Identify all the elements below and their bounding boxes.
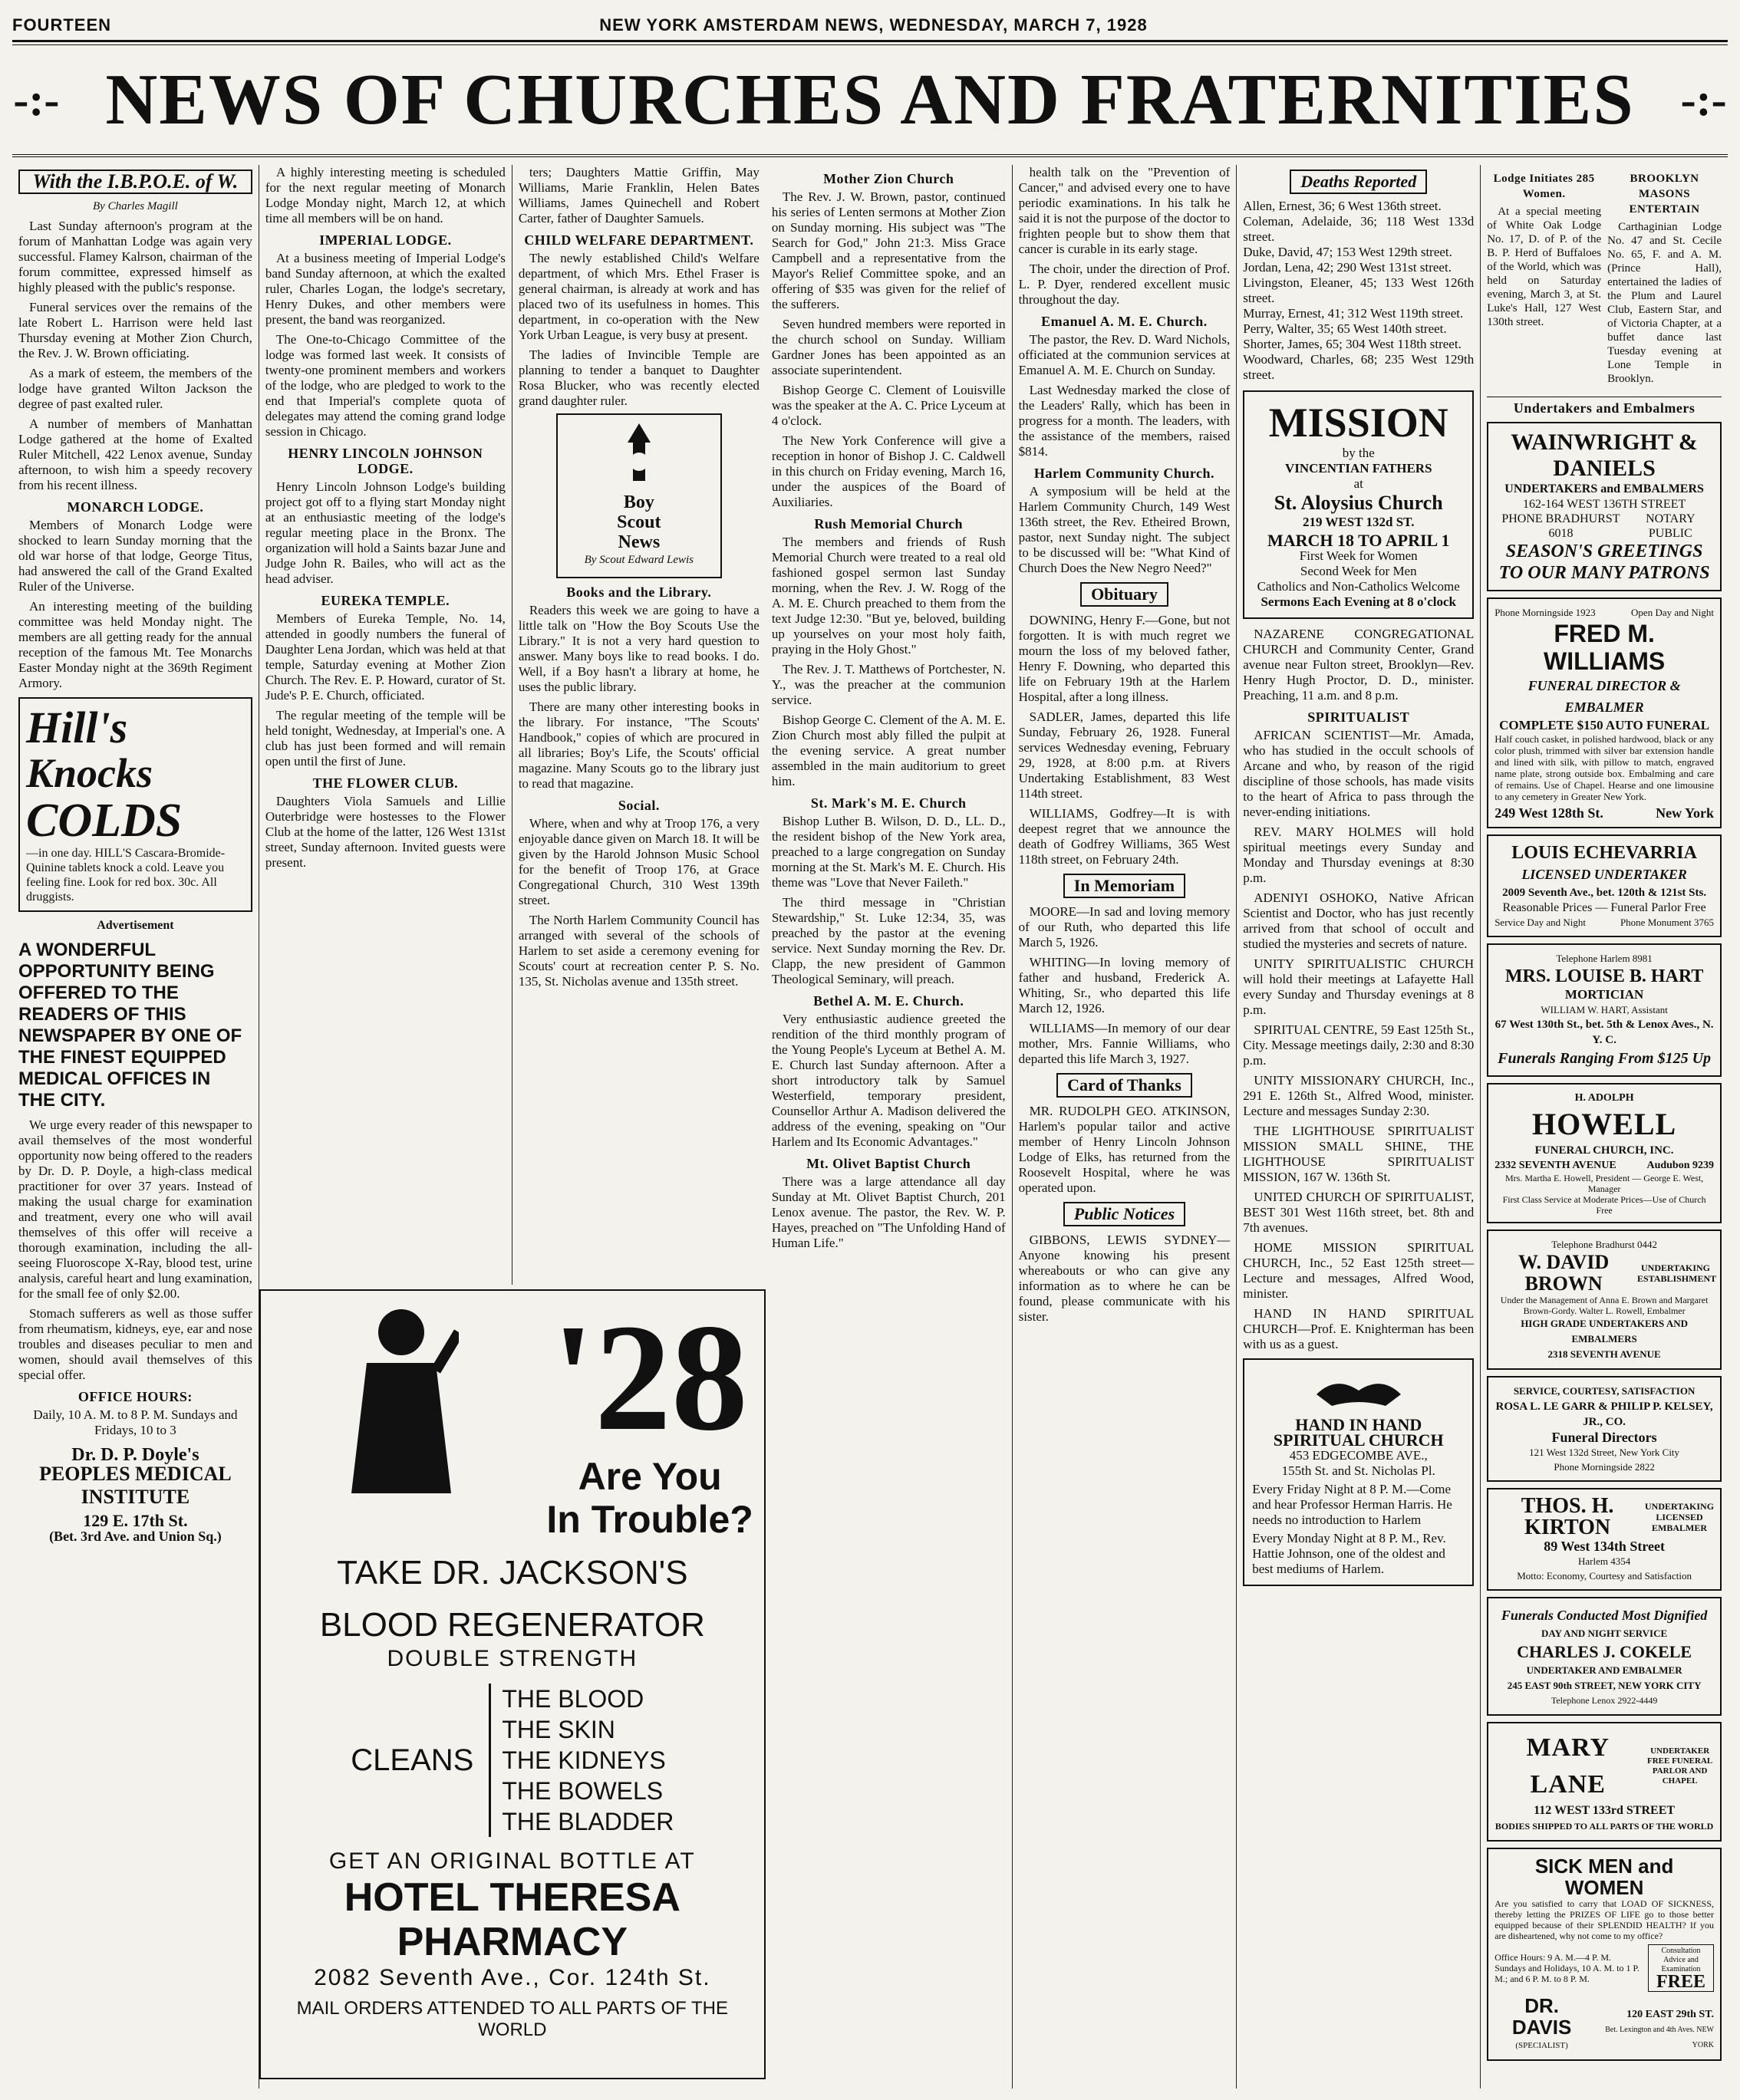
list-item: Livingston, Eleaner, 45; 133 West 126th street. (1243, 275, 1475, 305)
ad-phone: Telephone Bradhurst 0442 (1551, 1239, 1657, 1250)
subheading: IMPERIAL LODGE. (319, 232, 452, 248)
ad-phone: Phone Monument 3765 (1620, 917, 1714, 928)
church-heading: Harlem Community Church. (1033, 466, 1215, 481)
mail-orders: MAIL ORDERS ATTENDED TO ALL PARTS OF THE WORLD (296, 1998, 728, 2040)
ad-line: H. ADOLPH (1574, 1092, 1634, 1104)
mission-line: First Week for Women (1299, 548, 1418, 563)
ad-line: Funeral Directors (1551, 1430, 1657, 1445)
mission-line: by the (1342, 446, 1375, 460)
ad-phone: Telephone Harlem 8981 (1556, 953, 1653, 964)
church-heading: Bethel A. M. E. Church. (813, 993, 964, 1009)
ad-address: 249 West 128th St. (1494, 805, 1603, 821)
ad-line: BODIES SHIPPED TO ALL PARTS OF THE WORLD (1494, 1821, 1714, 1832)
article-paragraph: Seven hundred members were reported in the church school on Sunday. William Gardner Jones has been appointed as an associate superintendent. (771, 317, 1006, 377)
notice-entry: GIBBONS, LEWIS SYDNEY—Anyone knowing his present whereabouts or who can give any information as to where he can be found, please communicate with his sister. (1018, 1233, 1231, 1324)
ad-line: Every Friday Night at 8 P. M.—Come and hear Professor Herman Harris. He needs no introduction to Harlem (1252, 1482, 1452, 1527)
echevarria-ad (1487, 834, 1722, 937)
ad-address: 2009 Seventh Ave., bet. 120th & 121st Sts. (1502, 887, 1707, 899)
memoriam-entry: WHITING—In loving memory of father and husband, Frederick A. Whiting, Sr., who departed this life March 12, 1926. (1018, 955, 1231, 1015)
boy-scout-box (556, 413, 722, 578)
mission-address: 219 WEST 132d ST. (1302, 515, 1415, 529)
ad-line: SPIRITUAL CHURCH (1273, 1430, 1444, 1450)
ad-line: HAND IN HAND (1295, 1415, 1422, 1434)
ad-phone: Audubon 9239 (1646, 1160, 1714, 1171)
article-paragraph: An interesting meeting of the building committee was held Monday night. The members are all getting ready for the annual reception of the famous Mt. Tee Monarchs Easter Monday night at the 369th Regiment Armory. (18, 599, 252, 690)
church-heading: Mt. Olivet Baptist Church (806, 1156, 971, 1171)
ad-phone: Phone Morningside 2822 (1554, 1461, 1655, 1473)
cleans-item: THE BLOOD (502, 1685, 644, 1713)
spiritualist-entry: REV. MARY HOLMES will hold spiritual meetings every Sunday and Monday and Thursday evenings at 8:30 p.m. (1243, 825, 1475, 885)
ad-label: Advertisement (97, 919, 174, 932)
ad-line: TO OUR MANY PATRONS (1498, 563, 1710, 583)
ad-line: TAKE DR. JACKSON'S (337, 1554, 688, 1591)
article-paragraph: Henry Lincoln Johnson Lodge's building project got off to a flying start Monday night at an enthusiastic meeting of the lodge's regular meeting place in the Bronx. The organization will hold a Saints bazar June and Judge John R. Bailes, who will act as the head adviser. (265, 479, 506, 586)
cleans-list (272, 1684, 753, 1837)
subheading: HENRY LINCOLN JOHNSON LODGE. (288, 446, 483, 476)
ad-line: Consultation Advice and Examination (1661, 1947, 1701, 1973)
ad-line: Under the Management of Anna E. Brown and Margaret Brown-Gordy. Walter L. Rowell, Embalmer (1500, 1295, 1709, 1316)
article-paragraph: Where, when and why at Troop 176, a very enjoyable dance given on March 18. It will be given by the Harold Johnson Music School for the benefit of Troop 176, at Grace Congregational Church, 310 West 139th street. (518, 816, 760, 907)
section-title: NEWS OF CHURCHES AND FRATERNITIES (105, 60, 1635, 140)
ad-name: LOUIS ECHEVARRIA (1511, 843, 1697, 863)
column-7 (1481, 165, 1728, 2088)
article-paragraph: There are many other interesting books in the library. For instance, "The Scouts' Handbook," copies of which are procured in all libraries; Boy's Life, the Scouts' official magazine. Many Scouts go to the library just to read that magazine. (518, 699, 760, 791)
hours-heading: OFFICE HOURS: (77, 1389, 193, 1404)
article-paragraph: Bishop George C. Clement of the A. M. E. Zion Church most ably filled the pulpit at the evening service. A great number assembled in the main auditorium to greet him. (771, 713, 1006, 788)
ad-address: 120 EAST 29th ST. (1626, 2009, 1714, 2020)
williams-ad (1487, 597, 1722, 828)
ad-name: HOWELL (1531, 1107, 1677, 1141)
spiritualist-entry: ADENIYI OSHOKO, Native African Scientist and Doctor, who has just recently arrived from that school of occult and studied the mysteries and secrets of nature. (1243, 890, 1475, 951)
article-paragraph: Bishop Luther B. Wilson, D. D., LL. D., the resident bishop of the New York area, preached to a large congregation on Sunday morning at the St. Mark's M. E. Church. His theme was "Love that Never Faileth." (771, 814, 1006, 890)
ad-line: Service Day and Night (1494, 917, 1586, 928)
pharmacy-address: 2082 Seventh Ave., Cor. 124th St. (314, 1965, 711, 1990)
church-heading: Rush Memorial Church (814, 516, 964, 532)
handshake-icon (1313, 1368, 1405, 1414)
wainwright-ad (1487, 422, 1722, 591)
ornament-left: -:- (13, 74, 60, 125)
subheading: THE FLOWER CLUB. (312, 775, 459, 791)
mission-title: MISSION (1268, 400, 1448, 446)
man-silhouette-icon (344, 1302, 459, 1501)
ad-phone: Phone Morningside 1923 (1494, 607, 1596, 618)
column-6 (1237, 165, 1481, 2088)
howell-ad (1487, 1083, 1722, 1223)
sick-men-women-ad (1487, 1848, 1722, 2061)
ad-line: New York (1656, 805, 1714, 821)
mission-ad (1243, 390, 1474, 619)
obituary-entry: SADLER, James, departed this life Sunday, February 26, 1928. Funeral services Wednesday evening, February 29, 1928, at 8:00 p.m. at Rivers Undertaking Establishment, 83 West 114th street. (1018, 709, 1231, 801)
mission-church: St. Aloysius Church (1274, 492, 1443, 514)
deaths-list (1243, 199, 1474, 383)
scout-title: News (618, 532, 661, 552)
article-paragraph: A symposium will be held at the Harlem Community Church, 149 West 136th street, the Rev. Etheired Brown, pastor, next Sunday night. The subject to be discussed will be: "What Kind of Church Does the New Negro Need?" (1018, 484, 1231, 575)
cleans-item: THE BOWELS (502, 1777, 664, 1805)
ad-question: Are You (578, 1455, 722, 1498)
ad-name: WAINWRIGHT & DANIELS (1511, 430, 1698, 481)
year-graphic: '28 (552, 1293, 748, 1463)
mission-dates: MARCH 18 TO APRIL 1 (1267, 531, 1450, 550)
article-paragraph: ters; Daughters Mattie Griffin, May Williams, Marie Franklin, Helen Bates Williams, James Quinechell and Robert Carter, father of Daughter Samuels. (518, 165, 760, 225)
thanks-entry: MR. RUDOLPH GEO. ATKINSON, Harlem's popular tailor and active member of Henry Lincoln Johnson Lodge of Elks, has returned from the Roosevelt Hospital, where he was operated upon. (1018, 1104, 1231, 1195)
church-notice: NAZARENE CONGREGATIONAL CHURCH and Community Center, Grand avenue near Fulton street, Brooklyn—Rev. Henry Hugh Proctor, D. D., minister. Preaching, 11 a.m. and 8 p.m. (1243, 627, 1475, 703)
ad-line: 453 EDGECOMBE AVE., (1289, 1448, 1428, 1463)
list-item: Shorter, James, 65; 304 West 118th street. (1243, 337, 1462, 351)
ad-phone: Telephone Lenox 2922-4449 (1551, 1695, 1658, 1706)
offer-headline: A WONDERFUL OPPORTUNITY BEING OFFERED TO THE READERS OF THIS NEWSPAPER BY ONE OF THE FINEST EQUIPPED MEDICAL OFFICES IN THE CITY. (18, 940, 242, 1111)
spiritualist-entry: AFRICAN SCIENTIST—Mr. Amada, who has studied in the occult schools of Arcane and who, by reason of the rigid discipline of those schools, has made visits to the heart of Africa to pass through the never-ending initiations. (1243, 728, 1475, 819)
institute-between: (Bet. 3rd Ave. and Union Sq.) (49, 1529, 222, 1544)
scout-title: Boy (623, 492, 654, 512)
article-paragraph: Bishop George C. Clement of Louisville was the speaker at the A. C. Price Lyceum at 4 o'clock. (771, 383, 1006, 428)
pharmacy-ad (259, 1289, 766, 2079)
article-paragraph: The Rev. J. W. Brown, pastor, continued his series of Lenten sermons at Mother Zion on Sunday morning. His subject was "The Search for God," John 21:3. Miss Grace Campbell and a representative from the Mayor's Relief Committee spoke, and an offering of $35 was given for the relief of the sufferers. (771, 189, 1006, 311)
ad-name: DR. DAVIS (1511, 1994, 1572, 2039)
obituary-entry: WILLIAMS, Godfrey—It is with deepest regret that we announce the death of Godfrey Williams, 365 West 118th street, on February 24th. (1018, 806, 1231, 867)
ad-phone: PHONE BRADHURST 6018 (1501, 512, 1620, 540)
article-paragraph: The One-to-Chicago Committee of the lodge was formed last week. It consists of twenty-one prominent members and workers of the lodge, who are pledged to work to the end that Imperial's complete quota of delegates may attend the coming grand lodge session in Chicago. (265, 332, 506, 439)
memoriam-heading: In Memoriam (1063, 874, 1185, 898)
columns (12, 165, 1728, 2088)
pharmacy-name: HOTEL THERESA PHARMACY (344, 1875, 681, 1964)
article-paragraph: Funeral services over the remains of the late Robert L. Harrison were held last Thursday evening at Mother Zion Church, the Rev. J. W. Brown officiating. (18, 300, 252, 360)
ad-line: (SPECIALIST) (1515, 2041, 1568, 2050)
offer-body: Stomach sufferers as well as those suffer from rheumatism, kidneys, eye, ear and nose troubles and diseases peculiar to men and women, should avail themselves of this special offer. (18, 1306, 252, 1382)
ad-question: In Trouble? (546, 1498, 753, 1541)
ad-name: MARY LANE (1526, 1733, 1610, 1799)
ad-line: Knocks (26, 750, 153, 796)
ad-line: 155th St. and St. Nicholas Pl. (1281, 1463, 1435, 1478)
brown-ad (1487, 1229, 1722, 1370)
ad-name: THOS. H. KIRTON (1521, 1494, 1614, 1539)
ad-text: —in one day. HILL'S Cascara-Bromide-Quinine tablets knock a cold. Leave you feeling fine. Look for red box. 30c. All druggists. (26, 847, 226, 904)
article-paragraph: Very enthusiastic audience greeted the rendition of the third monthly program of the Young People's Lyceum at Bethel A. M. E. Church last Sunday afternoon. After a short introductory talk by Samuel Westerfield, temporary president, Counsellor Arthur A. Madison delivered the address of the evening, speaking on "Our Harlem and Its Economic Advantages." (771, 1012, 1006, 1149)
doctor-name: Dr. D. P. Doyle's (71, 1445, 199, 1465)
undertakers-heading: Undertakers and Embalmers (1487, 397, 1722, 416)
article-paragraph: As a mark of esteem, the members of the lodge have granted Wilton Jackson the degree of past exalted ruler. (18, 366, 252, 411)
ad-address: 2332 SEVENTH AVENUE (1494, 1160, 1616, 1171)
ad-address: 121 West 132d Street, New York City (1529, 1447, 1680, 1458)
ad-line: DAY AND NIGHT SERVICE (1541, 1628, 1668, 1639)
spiritualist-entry: SPIRITUAL CENTRE, 59 East 125th St., City. Message meetings daily, 2:30 and 8:30 p.m. (1243, 1022, 1475, 1068)
ad-line: FUNERAL DIRECTOR & EMBALMER (1527, 678, 1681, 715)
ad-line: SEASON'S GREETINGS (1505, 541, 1703, 561)
ad-address: 67 West 130th St., bet. 5th & Lenox Aves., N. Y. C. (1494, 1019, 1714, 1046)
ad-hours: Office Hours: 9 A. M.—4 P. M. Sundays and Holidays, 10 A. M. to 1 P. M.; and 6 P. M. to 8 P. M. (1494, 1952, 1639, 1984)
lodge-heading: Lodge Initiates 285 Women. (1493, 173, 1595, 200)
hills-cold-ad (18, 697, 252, 912)
ad-line: SERVICE, COURTESY, SATISFACTION (1513, 1385, 1696, 1397)
ad-line: HIGH GRADE UNDERTAKERS AND EMBALMERS (1521, 1318, 1688, 1345)
spiritualist-entry: HAND IN HAND SPIRITUAL CHURCH—Prof. E. Knighterman has been with us as a guest. (1243, 1306, 1475, 1351)
church-heading: Mother Zion Church (823, 171, 954, 186)
spiritualist-entry: THE LIGHTHOUSE SPIRITUALIST MISSION SMALL SHINE, THE LIGHTHOUSE SPIRITUALIST MISSION, 167 W. 136th St. (1243, 1124, 1475, 1184)
church-heading: Emanuel A. M. E. Church. (1041, 314, 1208, 329)
mission-line: at (1353, 476, 1363, 491)
ad-name: MRS. LOUISE B. HART (1504, 966, 1704, 986)
scout-emblem-icon (608, 420, 670, 489)
ad-line: COMPLETE $150 AUTO FUNERAL (1499, 718, 1710, 732)
ad-address: 89 West 134th Street (1544, 1539, 1666, 1554)
article-paragraph: A highly interesting meeting is scheduled for the next regular meeting of Monarch Lodge Monday night, March 12, at which time all members will be on hand. (265, 165, 506, 225)
ad-name: W. DAVID BROWN (1518, 1251, 1610, 1295)
column-1 (12, 165, 259, 2088)
list-item: Duke, David, 47; 153 West 129th street. (1243, 245, 1452, 259)
notices-heading: Public Notices (1063, 1202, 1185, 1226)
ad-text: Half couch casket, in polished hardwood, black or any color plush, trimmed with silver bar extension handle and lined with silk, with pillow to match, engraved name plate, strong outside box. Embalming and care of remains. Use of Chapel. Hearse and one limousine to any cemetery in Greater New York. (1494, 733, 1714, 802)
column-2 (259, 165, 512, 1285)
list-item: Woodward, Charles, 68; 235 West 129th street. (1243, 352, 1475, 382)
column-4 (766, 165, 1013, 2088)
article-paragraph: Last Wednesday marked the close of the Leaders' Rally, which has been in progress for a month. The leaders, with the assistance of the members, raised $814. (1018, 383, 1231, 459)
ad-line: WILLIAM W. HART, Assistant (1541, 1004, 1668, 1015)
spiritualist-heading: SPIRITUALIST (1307, 709, 1410, 725)
article-paragraph: The third message in "Christian Stewardship," St. Luke 12:34, 35, was preached by the pastor at the evening service. Next Sunday morning the Rev. Dr. Clapp, the new president of Gammon Theological Seminary, will preach. (771, 895, 1006, 986)
byline: By Charles Magill (93, 200, 178, 212)
hand-in-hand-ad (1243, 1358, 1474, 1586)
scout-title: Scout (617, 512, 661, 532)
church-heading: St. Mark's M. E. Church (810, 795, 967, 811)
ad-line: NOTARY PUBLIC (1646, 512, 1696, 540)
ad-line: Bet. Lexington and 4th Aves. NEW YORK (1605, 2026, 1714, 2049)
masthead-line: NEW YORK AMSTERDAM NEWS, WEDNESDAY, MARCH 7, 1928 (599, 15, 1148, 35)
article-paragraph: There was a large attendance all day Sunday at Mt. Olivet Baptist Church, 201 Lenox avenue. The pastor, the Rev. W. P. Hayes, preached on "The Unfolding Hand of Human Life." (771, 1174, 1006, 1250)
elks-column-heading: With the I.B.P.O.E. of W. (18, 170, 252, 194)
cokele-ad (1487, 1597, 1722, 1716)
ad-line: UNDERTAKER AND EMBALMER (1526, 1664, 1682, 1676)
ad-line: Reasonable Prices — Funeral Parlor Free (1502, 901, 1706, 914)
offer-body: We urge every reader of this newspaper to avail themselves of the most wonderful opportunity now being offered to the readers by Dr. D. P. Doyle, a high-class medical practitioner for over 37 years. Instead of making the usual charge for examination and treatment, every one who will avail themselves of this offer will receive a thorough examination, including the all-seeing Fluoroscope X-Ray, blood test, urine analysis, careful heart and lung examination, for the small fee of only $2.00. (18, 1117, 252, 1301)
ad-line: FUNERAL CHURCH, INC. (1534, 1144, 1674, 1157)
spiritualist-entry: UNITY SPIRITUALISTIC CHURCH will hold their meetings at Lafayette Hall every Sunday and Thursday evenings at 8 p.m. (1243, 956, 1475, 1017)
ad-line: Motto: Economy, Courtesy and Satisfaction (1517, 1570, 1692, 1582)
ad-line: Funerals Conducted Most Dignified (1501, 1608, 1708, 1623)
marylane-ad (1487, 1722, 1722, 1842)
subheading: EUREKA TEMPLE. (321, 593, 450, 608)
deaths-heading: Deaths Reported (1290, 170, 1427, 194)
memoriam-entry: WILLIAMS—In memory of our dear mother, Mrs. Fannie Williams, who departed this life March 3, 1927. (1018, 1021, 1231, 1066)
mission-line: Catholics and Non-Catholics Welcome (1257, 579, 1460, 594)
ad-line: Open Day and Night (1631, 607, 1714, 618)
article-paragraph: The New York Conference will give a reception in honor of Bishop J. C. Caldwell in this church on Friday evening, March 16, under the auspices of the Board of Auxiliaries. (771, 433, 1006, 509)
ornament-right: -:- (1680, 74, 1727, 125)
obituary-heading: Obituary (1080, 582, 1168, 607)
columns-2-3 (259, 165, 766, 2088)
article-paragraph: The regular meeting of the temple will be held tonight, Wednesday, at Imperial's one. A club has just been formed and will remain open until the first of June. (265, 708, 506, 769)
ad-name: FRED M. WILLIAMS (1544, 620, 1666, 675)
list-item: Jordan, Lena, 42; 290 West 131st street. (1243, 260, 1452, 275)
article-paragraph: Members of Monarch Lodge were shocked to learn Sunday morning that the old war horse of that lodge, George Titus, had answered the call of the Grand Exalted Ruler of the Universe. (18, 518, 252, 594)
article-paragraph: Daughters Viola Samuels and Lillie Outerbridge were hostesses to the Flower Club at the home of the latter, 126 West 131st street, Sunday afternoon. Invited guests were present. (265, 794, 506, 870)
ad-line: 162-164 WEST 136TH STREET (1522, 498, 1686, 511)
subheading: Social. (618, 798, 660, 813)
article-paragraph: Members of Eureka Temple, No. 14, attended in goodly numbers the funeral of Daughter Lena Jordan, which was held at that temple, Saturday evening at Mother Zion Church. The Rev. E. P. Howard, curator of St. Jude's P. E. Church, officiated. (265, 611, 506, 703)
spiritualist-entry: UNITED CHURCH OF SPIRITUALIST, BEST 301 West 116th street, bet. 8th and 7th avenues. (1243, 1190, 1475, 1235)
ad-line: BLOOD REGENERATOR (319, 1606, 705, 1644)
ad-address: 245 EAST 90th STREET, NEW YORK CITY (1507, 1680, 1702, 1691)
office-hours: Daily, 10 A. M. to 8 P. M. Sundays and Fridays, 10 to 3 (33, 1407, 238, 1437)
article-paragraph: The pastor, the Rev. D. Ward Nichols, officiated at the communion services at Emanuel A. M. E. Church on Sunday. (1018, 332, 1231, 377)
cleans-label: CLEANS (351, 1743, 474, 1777)
hart-ad (1487, 943, 1722, 1077)
obituary-entry: DOWNING, Henry F.—Gone, but not forgotten. It is with much regret we mourn the loss of my beloved father, Henry F. Downing, who departed this life on February 19th at the Harlem Hospital, after a long illness. (1018, 613, 1231, 704)
institute-address: 129 E. 17th St. (83, 1511, 188, 1530)
page-number: FOURTEEN (12, 15, 111, 35)
list-item: Perry, Walter, 35; 65 West 140th street. (1243, 321, 1447, 336)
folio-line (12, 11, 1728, 40)
ad-free: FREE (1656, 1972, 1705, 1992)
column-5 (1013, 165, 1237, 2088)
subheading: Books and the Library. (566, 584, 712, 600)
masons-heading: BROOKLYN MASONS ENTERTAIN (1629, 173, 1700, 216)
article-paragraph: At a business meeting of Imperial Lodge's band Sunday afternoon, at which the exalted ruler, Charles Logan, the lodge's secretary, Henry Dukes, and other members were present, the band was reorganized. (265, 251, 506, 327)
ad-line: Funerals Ranging From $125 Up (1498, 1050, 1712, 1067)
scout-byline: By Scout Edward Lewis (584, 554, 694, 566)
section-banner (12, 45, 1728, 157)
article-paragraph: The choir, under the direction of Prof. L. P. Dyer, rendered excellent music throughout the day. (1018, 262, 1231, 307)
cleans-item: THE KIDNEYS (502, 1746, 666, 1774)
ad-line: LICENSED UNDERTAKER (1521, 867, 1687, 882)
ad-line: UNDERTAKING ESTABLISHMENT (1637, 1262, 1717, 1284)
ad-headline: SICK MEN and WOMEN (1534, 1855, 1674, 1899)
subheading: CHILD WELFARE DEPARTMENT. (524, 232, 754, 248)
ad-text: Are you satisfied to carry that LOAD OF SICKNESS, thereby letting the PRIZES OF LIFE go to those better equipped because of their SPLENDID HEALTH? If you are disheartened, why not come to my office? (1494, 1898, 1714, 1941)
spiritualist-entry: UNITY MISSIONARY CHURCH, Inc., 291 E. 126th St., Alfred Wood, minister. Lecture and messages Sunday 2:30. (1243, 1073, 1475, 1118)
ad-line: First Class Service at Moderate Prices—Use of Church Free (1502, 1194, 1706, 1216)
list-item: Allen, Ernest, 36; 6 West 136th street. (1243, 199, 1442, 213)
article-paragraph: The ladies of Invincible Temple are planning to tender a banquet to Daughter Rosa Blucker, who was recently elected grand daughter ruler. (518, 347, 760, 408)
memoriam-entry: MOORE—In sad and loving memory of our Ruth, who departed this life March 5, 1926. (1018, 904, 1231, 950)
article-paragraph: The North Harlem Community Council has arranged with several of the schools of Harlem to set aside a ceremony evening for Scouts' court at recreation center P. S. No. 135, St. Nicholas avenue and 135th street. (518, 913, 760, 989)
article-paragraph: The newly established Child's Welfare department, of which Mrs. Ethel Fraser is general chairman, is already at work and has placed two of its usefulness in homes. This department, in co-operation with the New York Urban League, is very busy at present. (518, 251, 760, 342)
list-item: Coleman, Adelaide, 36; 118 West 133d street. (1243, 214, 1475, 244)
article-paragraph: Carthaginian Lodge No. 47 and St. Cecile No. 65, F. and A. M. (Prince Hall), entertained the ladies of the Plum and Laurel Club, Eastern Star, and of Victoria Chapter, at a buffet dance last Tuesday evening at Lone Temple in Brooklyn. (1607, 221, 1722, 385)
mission-line: Sermons Each Evening at 8 o'clock (1261, 594, 1456, 609)
ad-line: UNDERTAKER FREE FUNERAL PARLOR AND CHAPEL (1646, 1746, 1713, 1786)
cleans-item: THE SKIN (502, 1716, 615, 1743)
ad-name: ROSA L. LE GARR & PHILIP P. KELSEY, JR., CO. (1495, 1401, 1713, 1428)
spiritualist-entry: HOME MISSION SPIRITUAL CHURCH, Inc., 52 East 125th street—Lecture and messages, Alfred Wood, minister. (1243, 1240, 1475, 1301)
ad-line: Every Monday Night at 8 P. M., Rev. Hattie Johnson, one of the oldest and best mediums of Harlem. (1252, 1531, 1446, 1576)
ad-address: 112 WEST 133rd STREET (1534, 1804, 1676, 1817)
ad-line: COLDS (26, 795, 183, 847)
ad-line: UNDERTAKING LICENSED EMBALMER (1645, 1501, 1715, 1533)
mission-line: VINCENTIAN FATHERS (1284, 461, 1432, 476)
ad-line: Mrs. Martha E. Howell, President — George E. West, Manager (1504, 1173, 1704, 1194)
cleans-item: THE BLADDER (502, 1808, 674, 1835)
kirton-ad (1487, 1488, 1722, 1591)
article-paragraph: Last Sunday afternoon's program at the forum of Manhattan Lodge was again very successful. Flamey Kalrson, chairman of the forum committee, expressed himself as highly pleased with the public's response. (18, 219, 252, 295)
subheading: MONARCH LODGE. (67, 499, 204, 515)
ad-name: CHARLES J. COKELE (1517, 1642, 1692, 1661)
ad-line: GET AN ORIGINAL BOTTLE AT (328, 1848, 696, 1874)
article-paragraph: Readers this week we are going to have a little talk on "How the Boy Scouts Use the Library." It is not a very hard question to answer. Many boys like to read books. I do. Well, if a Boy hasn't a library at home, he uses the public library. (518, 603, 760, 694)
article-paragraph: health talk on the "Prevention of Cancer," and advised every one to have periodic examinations. In his talk he said it is not the purpose of the doctor to frighten people but to show them that cancer is curable in its early stage. (1018, 165, 1231, 256)
ad-brand: Hill's (26, 703, 128, 752)
mission-line: Second Week for Men (1300, 564, 1417, 578)
ad-phone: Harlem 4354 (1577, 1555, 1631, 1567)
ad-line: UNDERTAKERS and EMBALMERS (1504, 482, 1704, 495)
ad-address: 2318 SEVENTH AVENUE (1547, 1348, 1661, 1360)
legarr-ad (1487, 1376, 1722, 1482)
ad-line: DOUBLE STRENGTH (387, 1646, 638, 1671)
article-paragraph: A number of members of Manhattan Lodge gathered at the home of Exalted Ruler Mitchell, 422 Lenox avenue, Sunday afternoon, to wish him a speedy recovery from his recent illness. (18, 416, 252, 492)
list-item: Murray, Ernest, 41; 312 West 119th street. (1243, 306, 1464, 321)
column-3 (512, 165, 766, 1285)
article-paragraph: The Rev. J. T. Matthews of Portchester, N. Y., was the preacher at the communion service. (771, 662, 1006, 707)
institute-name: PEOPLES MEDICAL INSTITUTE (39, 1463, 232, 1508)
ad-line: MORTICIAN (1564, 987, 1644, 1002)
article-paragraph: The members and friends of Rush Memorial Church were treated to a real old fashioned gospel sermon last Sunday morning, when the Rev. J. W. Rogg of the A. M. E. Church preached to them from the text Judge 12:30. "But ye, beloved, building up yourselves on your most holy faith, praying in the Holy Ghost." (771, 535, 1006, 657)
article-paragraph: At a special meeting of White Oak Lodge No. 17, D. of P. of the B. P. Herd of Buffaloes of the World, which was held on Saturday evening, March 3, at St. Luke's Hall, 127 West 130th street. (1487, 206, 1602, 328)
thanks-heading: Card of Thanks (1056, 1073, 1192, 1098)
